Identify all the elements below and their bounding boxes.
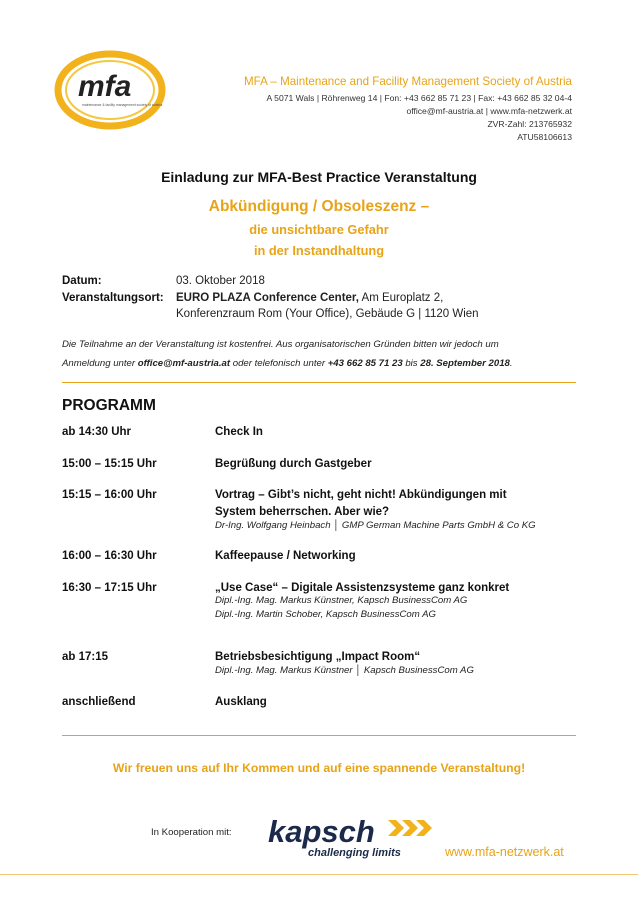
kapsch-logo (266, 812, 446, 860)
agenda-time: 16:00 – 16:30 Uhr (62, 550, 157, 562)
agenda-time: anschließend (62, 696, 136, 708)
mfa-logo (54, 48, 166, 132)
agenda-title: Kaffeepause / Networking (215, 550, 356, 562)
event-title-line3: in der Instandhaltung (253, 243, 385, 258)
invitation-title: Einladung zur MFA-Best Practice Veranstaltung (161, 169, 477, 185)
agenda-speaker: Dipl.-Ing. Martin Schober, Kapsch BusinessCom AG (215, 609, 436, 620)
registration-notice (62, 335, 582, 373)
venue-label: Veranstaltungsort: (62, 292, 164, 304)
agenda-title: Vortrag – Gibt’s nicht, geht nicht! Abkündigungen mit (215, 489, 507, 501)
kapsch-tagline: challenging limits (308, 847, 401, 859)
venue-address: Am Europlatz 2, (358, 292, 444, 304)
agenda-speaker: Dipl.-Ing. Mag. Markus Künstner │ Kapsch BusinessCom AG (215, 665, 474, 676)
agenda-title: Check In (215, 426, 263, 438)
notice-pre-date: bis (402, 358, 421, 369)
org-zvr: ZVR-Zahl: 213765932 (487, 119, 572, 129)
notice-phone[interactable]: +43 662 85 71 23 (327, 358, 403, 369)
org-address: A 5071 Wals | Röhrenweg 14 | Fon: +43 662 85 71 23 | Fax: +43 662 85 32 04-4 (266, 93, 572, 103)
venue-room: Konferenzraum Rom (Your Office), Gebäude G | 1120 Wien (176, 308, 479, 320)
agenda-time: ab 17:15 (62, 651, 109, 663)
org-contact[interactable]: office@mf-austria.at | www.mfa-netzwerk.at (406, 106, 572, 116)
agenda-time: 15:00 – 15:15 Uhr (62, 458, 157, 470)
event-title-line2: die unsichtbare Gefahr (249, 222, 389, 237)
org-name: MFA – Maintenance and Facility Management Society of Austria (243, 75, 572, 88)
logo-tagline: maintenance & facility management society of austria (82, 103, 163, 107)
notice-deadline: 28. September 2018 (420, 358, 510, 369)
notice-end: . (509, 358, 513, 369)
event-title-line1: Abkündigung / Obsoleszenz – (208, 198, 430, 215)
agenda-title: „Use Case“ – Digitale Assistenzsysteme ganz konkret (215, 582, 510, 594)
agenda-title: Begrüßung durch Gastgeber (215, 458, 372, 470)
agenda-title: Betriebsbesichtigung „Impact Room“ (215, 651, 421, 663)
venue-name: EURO PLAZA Conference Center, (176, 292, 359, 304)
divider (62, 382, 576, 383)
notice-line1: Die Teilnahme an der Veranstaltung ist kostenfrei. Aus organisatorischen Gründen bitten wir jedoch um (62, 339, 499, 350)
date-value: 03. Oktober 2018 (176, 275, 265, 287)
notice-line2 (62, 354, 582, 373)
divider (62, 735, 576, 736)
agenda-speaker: Dr-Ing. Wolfgang Heinbach │ GMP German Machine Parts GmbH & Co KG (215, 520, 536, 531)
kapsch-name: kapsch (268, 814, 375, 849)
agenda-time: ab 14:30 Uhr (62, 426, 132, 438)
website-link[interactable]: www.mfa-netzwerk.at (445, 845, 564, 859)
notice-email[interactable]: office@mf-austria.at (137, 358, 231, 369)
agenda-title: Ausklang (215, 696, 267, 708)
agenda-title-cont: System beherrschen. Aber wie? (215, 506, 390, 518)
cooperation-label: In Kooperation mit: (151, 827, 232, 838)
footer-divider (0, 874, 638, 875)
logo-text: mfa (78, 70, 132, 103)
agenda-time: 16:30 – 17:15 Uhr (62, 582, 157, 594)
notice-pre-email: Anmeldung unter (62, 358, 138, 369)
date-label: Datum: (62, 275, 102, 287)
programm-heading: PROGRAMM (62, 397, 156, 414)
venue-value (176, 292, 443, 304)
closing-message: Wir freuen uns auf Ihr Kommen und auf eine spannende Veranstaltung! (112, 761, 526, 775)
agenda-time: 15:15 – 16:00 Uhr (62, 489, 157, 501)
agenda-speaker: Dipl.-Ing. Mag. Markus Künstner, Kapsch BusinessCom AG (215, 595, 468, 606)
org-uid: ATU58106613 (517, 132, 572, 142)
notice-mid: oder telefonisch unter (230, 358, 328, 369)
